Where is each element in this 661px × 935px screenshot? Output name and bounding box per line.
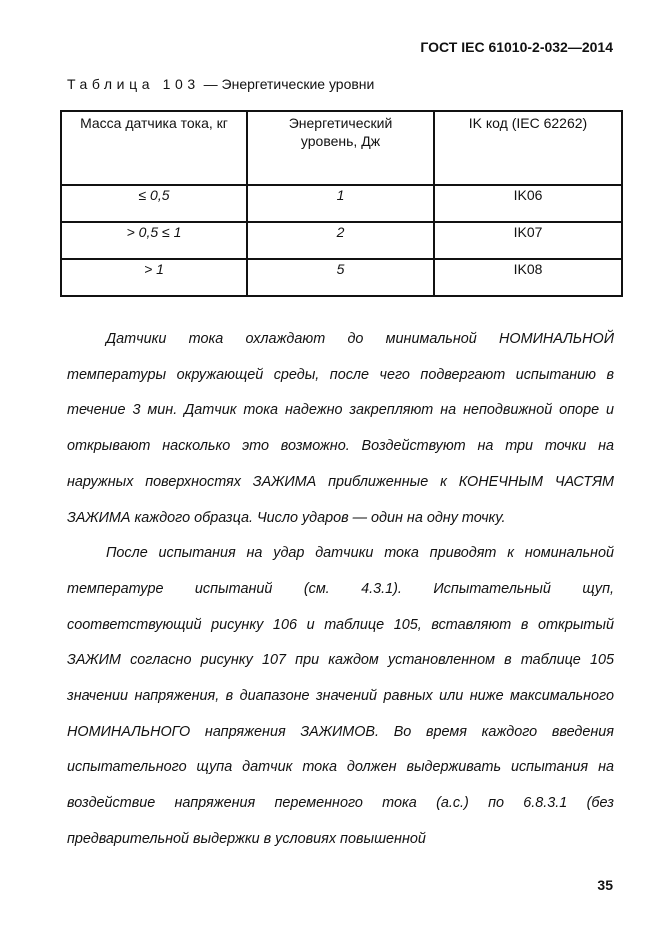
table-cell: IK06 xyxy=(434,185,622,222)
page-number: 35 xyxy=(597,877,613,893)
paragraph: После испытания на удар датчики тока приводят к номинальной температуре испытаний (см. 4.3.1). Испытательный щуп, соответствующий рисунку 106 и таблице 105, вставляют в открытый ЗАЖИМ согласно рисунку 107 при каждом установленном в таблице 105 значении напряжения, в диапазоне значений равных или ниже максимального НОМИНАЛЬНОГО напряжения ЗАЖИМОВ. Во время каждого введения испытательного щупа датчик тока должен выдерживать испытания на воздействие напряжения переменного тока (а.с.) по 6.8.3.1 (без предварительной выдержки в условиях повышенной xyxy=(67,545,614,847)
table-caption-label: Таблица 103 xyxy=(67,76,200,92)
table-row xyxy=(61,222,622,259)
paragraph: Датчики тока охлаждают до минимальной НОМИНАЛЬНОЙ температуры окружающей среды, после чего подвергают испытанию в течение 3 мин. Датчик тока надежно закрепляют на неподвижной опоре и открывают насколько это возможно. Воздействуют на три точки на наружных поверхностях ЗАЖИМА приближенные к КОНЕЧНЫМ ЧАСТЯМ ЗАЖИМА каждого образца. Число ударов — один на одну точку. xyxy=(67,331,614,526)
table-row xyxy=(61,259,622,296)
table-cell: IK07 xyxy=(434,222,622,259)
table-caption-title: — Энергетические уровни xyxy=(203,76,375,92)
table-row xyxy=(61,185,622,222)
energy-levels-table xyxy=(60,110,623,297)
table-cell: ≤ 0,5 xyxy=(61,185,247,222)
document-header: ГОСТ IEC 61010-2-032—2014 xyxy=(420,39,613,55)
table-header-line: Энергетический xyxy=(288,115,393,131)
table-cell: IK08 xyxy=(434,259,622,296)
table-cell: 5 xyxy=(247,259,434,296)
table-cell: > 1 xyxy=(61,259,247,296)
table-cell: 2 xyxy=(247,222,434,259)
table-header-line: уровень, Дж xyxy=(300,133,381,149)
table-header-cell: IK код (IEC 62262) xyxy=(434,111,622,185)
table-header-row xyxy=(61,111,622,185)
table-header-cell: Масса датчика тока, кг xyxy=(61,111,247,185)
table-caption xyxy=(67,76,374,92)
table-header-cell xyxy=(247,111,434,185)
table-cell: > 0,5 ≤ 1 xyxy=(61,222,247,259)
body-text xyxy=(67,322,614,858)
table-cell: 1 xyxy=(247,185,434,222)
